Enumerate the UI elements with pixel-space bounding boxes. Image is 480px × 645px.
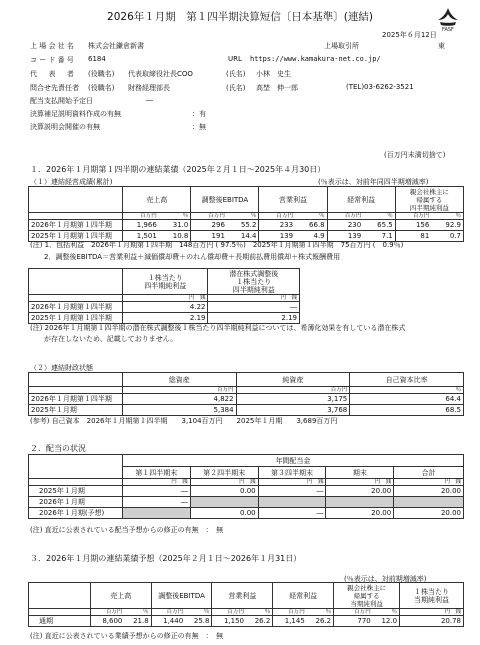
table-cell: 1,150: [212, 616, 246, 627]
table-cell: 26.2: [246, 616, 273, 627]
section3-heading: ３．2026年１月期の連結業績予想（2025年２月１日～2026年１月31日）: [30, 554, 302, 563]
table-cell: 68.5: [350, 405, 464, 416]
table-cell: 191: [191, 231, 227, 242]
table-cell: 25.8: [185, 616, 212, 627]
table-cell: 55.2: [227, 220, 259, 231]
table-cell: 2026年１月期第１四半期: [29, 220, 123, 231]
table-cell: ―: [122, 486, 190, 497]
dividend-date: ―: [146, 96, 153, 104]
header-net-income: 親会社株主に 帰属する 当期純利益: [334, 583, 400, 609]
table-cell: ―: [208, 302, 300, 313]
table-cell: 円 銭: [258, 479, 326, 486]
table-cell: ―: [258, 508, 326, 519]
section1-sub1: （１）連結経営成績(累計): [30, 178, 113, 186]
table-cell: 770: [334, 616, 373, 627]
table-cell: ％: [373, 609, 400, 616]
table-cell: 92.9: [431, 220, 463, 231]
contact-label: 問合せ先責任者: [30, 84, 79, 92]
forecast-table: [28, 582, 464, 627]
header-op-income: 営業利益: [212, 583, 273, 609]
eps-table: [28, 268, 300, 324]
table-cell: ％: [295, 213, 327, 220]
table-row: [29, 313, 300, 324]
table-cell: 円 銭: [122, 479, 190, 486]
table-cell: ％: [363, 213, 395, 220]
table-cell: 百万円: [395, 213, 431, 220]
section1-sub1-note: (％表示は、対前年同四半期増減率): [318, 178, 429, 186]
table-cell: 2026年１月期: [29, 497, 123, 508]
table-cell: ％: [246, 609, 273, 616]
table-cell: 7.1: [363, 231, 395, 242]
table-cell: 20.78: [400, 616, 464, 627]
table-cell: ％: [350, 387, 464, 394]
url-link[interactable]: https://www.kamakura-net.co.jp/: [250, 55, 381, 63]
table-cell: ％: [227, 213, 259, 220]
table-cell: ―: [258, 486, 326, 497]
logo-text: FASF: [442, 27, 454, 32]
comprehensive-income-note: (注) 1．包括利益 2026年１月期第１四半期 148百万円 ( 97.5％) 2025年１月期第１四半期 75百万円 ( 0.9％): [30, 241, 404, 249]
code-value: 6184: [88, 55, 106, 63]
section1-sub2: （２）連結財政状態: [30, 364, 93, 372]
table-cell: 百万円: [191, 213, 227, 220]
contact-title: 財務経理部長: [128, 84, 170, 92]
table-row: [29, 302, 300, 313]
table-cell: 230: [327, 220, 363, 231]
exchange-label: 上場取引所: [324, 42, 359, 50]
contact-tel: (TEL)03-6262-3521: [346, 83, 414, 91]
table-cell: 26.2: [307, 616, 334, 627]
table-cell: 156: [395, 220, 431, 231]
header-diluted-eps: 潜在株式調整後 １株当たり 四半期純利益: [208, 269, 300, 295]
table-cell: 通期: [29, 616, 91, 627]
table-cell: 3,175: [236, 394, 350, 405]
header-net-income: 親会社株主に 帰属する 四半期純利益: [395, 187, 463, 213]
briefing-label: 決算説明会開催の有無: [30, 123, 100, 131]
table-cell: ％: [185, 609, 212, 616]
header-sales: 売上高: [123, 187, 191, 213]
header-year-end: 期末: [326, 467, 394, 479]
table-row: [29, 616, 464, 627]
table-cell: 百万円: [212, 609, 246, 616]
exchange-value: 東: [438, 42, 445, 50]
table-cell: 百万円: [236, 387, 350, 394]
table-row: [29, 508, 464, 519]
table-cell: 233: [259, 220, 295, 231]
eps-note-line1: (注) 2026年１月期第１四半期の潜在株式調整後１株当たり四半期純利益については、希薄化効果を有している潜在株式: [30, 324, 406, 332]
header-equity-ratio: 自己資本比率: [350, 373, 464, 387]
table-row: [29, 220, 464, 231]
url-label: URL: [228, 55, 242, 63]
header-sales: 売上高: [90, 583, 151, 609]
table-cell: [258, 497, 326, 508]
header-total-assets: 総資産: [122, 373, 236, 387]
table-cell: [190, 497, 258, 508]
table-cell: 0.7: [431, 231, 463, 242]
table-cell: 21.8: [124, 616, 151, 627]
table-cell: 20.00: [394, 486, 464, 497]
dividend-table: [28, 454, 464, 519]
header-q3: 第３四半期末: [258, 467, 326, 479]
contact-title-label: (役職名): [88, 84, 115, 92]
table-cell: 1,966: [123, 220, 159, 231]
table-cell: 百万円: [151, 609, 185, 616]
table-cell: 円 銭: [326, 479, 394, 486]
table-cell: 4.22: [122, 302, 208, 313]
table-cell: 1,145: [273, 616, 307, 627]
header-eps: １株当たり 当期純利益: [400, 583, 464, 609]
forecast-revision-note: (注) 直近に公表されている業績予想からの修正の有無 ： 無: [30, 632, 224, 640]
table-cell: 百万円: [259, 213, 295, 220]
table-cell: 8,600: [90, 616, 124, 627]
rep-name: 小林 史生: [256, 70, 291, 78]
company-name: 株式会社鎌倉新書: [88, 42, 144, 50]
rep-label: 代 表 者: [30, 70, 74, 78]
supp-material-value: ：有: [192, 110, 206, 118]
table-cell: 百万円: [90, 609, 124, 616]
table-cell: 円 銭: [394, 479, 464, 486]
rep-title: 代表取締役社長COO: [128, 70, 193, 78]
table-cell: 20.00: [326, 486, 394, 497]
table-cell: 20.00: [326, 508, 394, 519]
table-cell: 3,768: [236, 405, 350, 416]
table-cell: 296: [191, 220, 227, 231]
table-cell: 1,501: [123, 231, 159, 242]
table-cell: ％: [431, 213, 463, 220]
table-row: [29, 405, 464, 416]
report-date: 2025年６月12日: [382, 31, 437, 39]
financial-position-table: [28, 372, 464, 416]
contact-name: 高埜 伸一郎: [256, 84, 298, 92]
section1-heading: １．2026年１月期第１四半期の連結業績（2025年２月１日～2025年４月30日）: [30, 165, 326, 174]
table-cell: 2025年１月期: [29, 405, 123, 416]
table-cell: 2.19: [208, 313, 300, 324]
table-cell: 4,822: [122, 394, 236, 405]
table-cell: 4.9: [295, 231, 327, 242]
eps-note-line2: が存在しないため、記載しておりません。: [44, 335, 178, 343]
header-ord-income: 経常利益: [327, 187, 395, 213]
table-cell: 2.19: [122, 313, 208, 324]
table-row: [29, 394, 464, 405]
table-cell: 円 銭: [208, 295, 300, 302]
table-cell: 2025年１月期第１四半期: [29, 231, 123, 242]
table-row: [29, 497, 464, 508]
dividend-date-label: 配当支払開始予定日: [30, 97, 93, 105]
table-cell: ％: [307, 609, 334, 616]
table-cell: 10.8: [159, 231, 191, 242]
dividend-revision-note: (注) 直近に公表されている配当予想からの修正の有無 ： 無: [30, 526, 224, 534]
table-cell: ％: [124, 609, 151, 616]
rep-title-label: (役職名): [88, 70, 115, 78]
header-q1: 第１四半期末: [122, 467, 190, 479]
table-cell: 2025年１月期第１四半期: [29, 313, 123, 324]
table-cell: 0.00: [190, 508, 258, 519]
supp-material-label: 決算補足説明資料作成の有無: [30, 110, 121, 118]
header-op-income: 営業利益: [259, 187, 327, 213]
table-row: [29, 486, 464, 497]
table-cell: 2025年１月期: [29, 486, 123, 497]
table-cell: 81: [395, 231, 431, 242]
table-cell: 0.00: [190, 486, 258, 497]
header-blank: [29, 187, 123, 213]
table-cell: 2026年１月期(予想): [29, 508, 123, 519]
header-annual-dividend: 年間配当金: [122, 455, 463, 467]
table-cell: 31.0: [159, 220, 191, 231]
operating-results-table: [28, 186, 464, 242]
company-name-label: 上 場 会 社 名: [30, 42, 74, 50]
section2-heading: ２．配当の状況: [30, 444, 86, 453]
header-ebitda: 調整後EBITDA: [151, 583, 212, 609]
table-cell: ％: [159, 213, 191, 220]
briefing-value: ：無: [192, 123, 206, 131]
table-cell: ―: [122, 497, 190, 508]
code-label: コ ー ド 番 号: [30, 56, 74, 64]
table-cell: 百万円: [273, 609, 307, 616]
table-cell: 1,440: [151, 616, 185, 627]
ebitda-definition-note: 2．調整後EBITDA＝営業利益＋減価償却費＋のれん償却費＋長期前払費用償却＋株式報酬費用: [44, 253, 341, 261]
equity-reference-note: (参考) 自己資本 2026年１月期第１四半期 3,104百万円 2025年１月期 3,689百万円: [30, 417, 338, 425]
table-cell: 円 銭: [122, 295, 208, 302]
header-net-assets: 純資産: [236, 373, 350, 387]
table-cell: 百万円: [327, 213, 363, 220]
table-cell: 12.0: [373, 616, 400, 627]
table-cell: 66.8: [295, 220, 327, 231]
table-cell: 65.5: [363, 220, 395, 231]
table-cell: 14.4: [227, 231, 259, 242]
table-cell: [122, 508, 190, 519]
table-cell: 5,384: [122, 405, 236, 416]
header-total: 合計: [394, 467, 464, 479]
table-cell: 百万円: [122, 387, 236, 394]
table-cell: 2026年１月期第１四半期: [29, 394, 123, 405]
table-cell: 百万円: [334, 609, 373, 616]
table-cell: 円 銭: [400, 609, 464, 616]
table-cell: 139: [259, 231, 295, 242]
table-cell: 百万円: [123, 213, 159, 220]
header-ord-income: 経常利益: [273, 583, 334, 609]
table-cell: 64.4: [350, 394, 464, 405]
section3-note-pct: (％表示は、対前期増減率): [344, 575, 427, 583]
rounding-note: (百万円未満切捨て): [384, 151, 446, 159]
header-ebitda: 調整後EBITDA: [191, 187, 259, 213]
page-title: 2026年１月期 第１四半期決算短信〔日本基準〕(連結): [107, 11, 373, 23]
table-cell: 139: [327, 231, 363, 242]
header-eps: １株当たり 四半期純利益: [122, 269, 208, 295]
table-cell: 円 銭: [190, 479, 258, 486]
table-cell: 2026年１月期第１四半期: [29, 302, 123, 313]
table-cell: [394, 497, 464, 508]
table-cell: [326, 497, 394, 508]
rep-name-label: (氏名): [226, 70, 246, 78]
table-cell: 20.00: [394, 508, 464, 519]
header-q2: 第２四半期末: [190, 467, 258, 479]
contact-name-label: (氏名): [226, 84, 246, 92]
